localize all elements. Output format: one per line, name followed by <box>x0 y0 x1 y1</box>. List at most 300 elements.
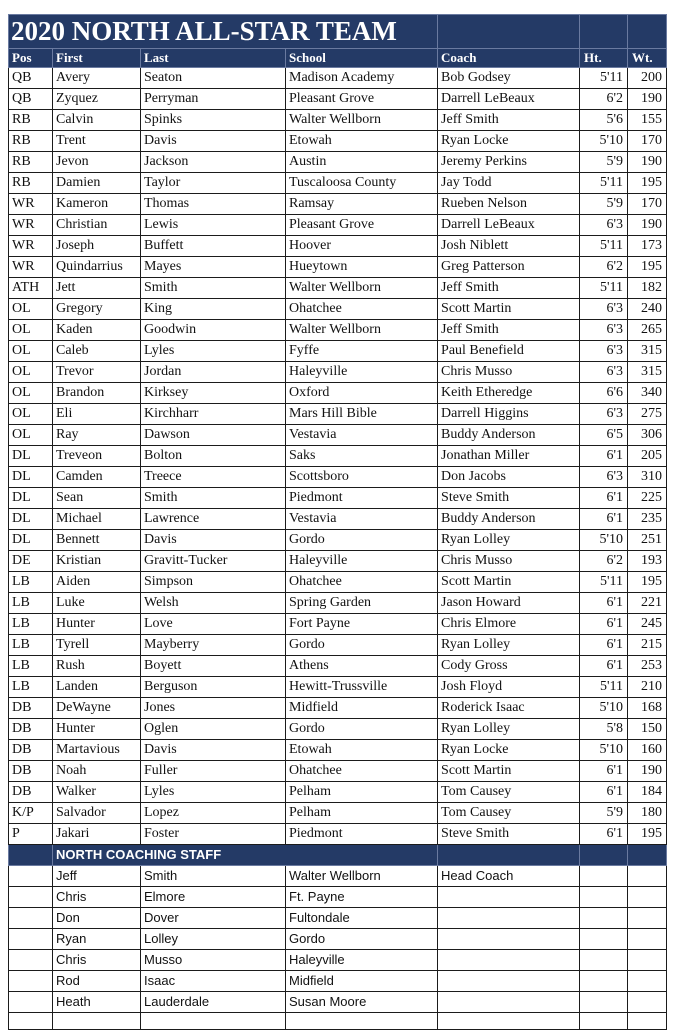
player-coach-cell: Roderick Isaac <box>438 698 580 719</box>
player-first-cell: Noah <box>53 761 141 782</box>
player-pos-cell: WR <box>9 215 53 236</box>
player-weight-cell: 168 <box>628 698 667 719</box>
player-school-cell: Pelham <box>286 803 438 824</box>
player-coach-cell: Paul Benefield <box>438 341 580 362</box>
player-first-cell: Zyquez <box>53 89 141 110</box>
player-last-cell: Gravitt-Tucker <box>141 551 286 572</box>
player-row <box>9 530 667 551</box>
header-weight: Wt. <box>628 49 667 68</box>
player-first-cell: Camden <box>53 467 141 488</box>
player-school-cell: Fort Payne <box>286 614 438 635</box>
player-weight-cell: 195 <box>628 572 667 593</box>
player-pos-cell: QB <box>9 68 53 89</box>
player-last-cell: Dawson <box>141 425 286 446</box>
player-weight-cell: 251 <box>628 530 667 551</box>
staff-school-cell: Walter Wellborn <box>286 866 438 887</box>
player-row <box>9 740 667 761</box>
player-height-cell: 6'2 <box>580 551 628 572</box>
player-height-cell: 6'5 <box>580 425 628 446</box>
player-last-cell: Taylor <box>141 173 286 194</box>
player-height-cell: 6'1 <box>580 635 628 656</box>
player-row <box>9 257 667 278</box>
player-last-cell: Oglen <box>141 719 286 740</box>
player-last-cell: Buffett <box>141 236 286 257</box>
header-first: First <box>53 49 141 68</box>
player-row <box>9 782 667 803</box>
player-first-cell: Calvin <box>53 110 141 131</box>
empty-cell <box>141 1013 286 1030</box>
staff-last-cell: Lauderdale <box>141 992 286 1013</box>
player-coach-cell: Steve Smith <box>438 824 580 845</box>
staff-school-cell: Ft. Payne <box>286 887 438 908</box>
player-row <box>9 824 667 845</box>
player-row <box>9 656 667 677</box>
player-last-cell: Davis <box>141 530 286 551</box>
staff-row <box>9 992 667 1013</box>
player-school-cell: Ohatchee <box>286 761 438 782</box>
staff-empty-cell <box>580 866 628 887</box>
player-coach-cell: Bob Godsey <box>438 68 580 89</box>
player-last-cell: Seaton <box>141 68 286 89</box>
staff-row <box>9 908 667 929</box>
player-school-cell: Pelham <box>286 782 438 803</box>
staff-empty-cell <box>628 950 667 971</box>
player-pos-cell: LB <box>9 593 53 614</box>
staff-empty-cell <box>628 971 667 992</box>
player-height-cell: 6'3 <box>580 341 628 362</box>
player-last-cell: Lopez <box>141 803 286 824</box>
empty-cell <box>286 1013 438 1030</box>
player-row <box>9 803 667 824</box>
staff-empty-cell <box>628 929 667 950</box>
player-pos-cell: DB <box>9 761 53 782</box>
player-last-cell: Boyett <box>141 656 286 677</box>
player-height-cell: 5'9 <box>580 152 628 173</box>
player-pos-cell: RB <box>9 173 53 194</box>
player-height-cell: 6'1 <box>580 761 628 782</box>
player-row <box>9 341 667 362</box>
player-school-cell: Madison Academy <box>286 68 438 89</box>
player-coach-cell: Scott Martin <box>438 761 580 782</box>
staff-header-filler-cell <box>438 845 580 866</box>
player-last-cell: Smith <box>141 488 286 509</box>
player-first-cell: Landen <box>53 677 141 698</box>
player-pos-cell: LB <box>9 614 53 635</box>
player-coach-cell: Jeff Smith <box>438 320 580 341</box>
staff-empty-cell <box>628 992 667 1013</box>
player-first-cell: Christian <box>53 215 141 236</box>
player-row <box>9 173 667 194</box>
staff-role-cell <box>438 887 580 908</box>
staff-empty-cell <box>580 950 628 971</box>
empty-cell <box>580 1013 628 1030</box>
player-coach-cell: Ryan Lolley <box>438 530 580 551</box>
staff-empty-cell <box>9 992 53 1013</box>
player-coach-cell: Chris Musso <box>438 362 580 383</box>
player-pos-cell: DB <box>9 782 53 803</box>
header-coach: Coach <box>438 49 580 68</box>
player-first-cell: Treveon <box>53 446 141 467</box>
empty-cell <box>9 1013 53 1030</box>
staff-school-cell: Haleyville <box>286 950 438 971</box>
player-height-cell: 5'6 <box>580 110 628 131</box>
player-school-cell: Oxford <box>286 383 438 404</box>
player-pos-cell: OL <box>9 299 53 320</box>
player-school-cell: Piedmont <box>286 824 438 845</box>
player-school-cell: Gordo <box>286 719 438 740</box>
player-school-cell: Vestavia <box>286 509 438 530</box>
player-coach-cell: Jason Howard <box>438 593 580 614</box>
player-pos-cell: RB <box>9 152 53 173</box>
staff-row <box>9 971 667 992</box>
player-school-cell: Gordo <box>286 635 438 656</box>
staff-first-cell: Don <box>53 908 141 929</box>
player-weight-cell: 155 <box>628 110 667 131</box>
player-last-cell: Treece <box>141 467 286 488</box>
player-height-cell: 5'10 <box>580 698 628 719</box>
player-height-cell: 5'11 <box>580 173 628 194</box>
staff-role-cell <box>438 992 580 1013</box>
player-row <box>9 89 667 110</box>
player-school-cell: Piedmont <box>286 488 438 509</box>
player-pos-cell: DB <box>9 698 53 719</box>
staff-last-cell: Elmore <box>141 887 286 908</box>
player-height-cell: 5'10 <box>580 131 628 152</box>
player-weight-cell: 160 <box>628 740 667 761</box>
player-school-cell: Ohatchee <box>286 299 438 320</box>
player-pos-cell: OL <box>9 383 53 404</box>
player-first-cell: Trevor <box>53 362 141 383</box>
player-weight-cell: 195 <box>628 257 667 278</box>
sheet-title: 2020 NORTH ALL-STAR TEAM <box>9 15 438 49</box>
staff-first-cell: Heath <box>53 992 141 1013</box>
player-first-cell: Kristian <box>53 551 141 572</box>
player-first-cell: Hunter <box>53 719 141 740</box>
player-first-cell: Walker <box>53 782 141 803</box>
player-height-cell: 6'2 <box>580 257 628 278</box>
player-school-cell: Gordo <box>286 530 438 551</box>
player-last-cell: Simpson <box>141 572 286 593</box>
player-coach-cell: Rueben Nelson <box>438 194 580 215</box>
player-pos-cell: DE <box>9 551 53 572</box>
player-school-cell: Walter Wellborn <box>286 320 438 341</box>
player-coach-cell: Darrell LeBeaux <box>438 89 580 110</box>
staff-empty-cell <box>9 971 53 992</box>
staff-role-cell: Head Coach <box>438 866 580 887</box>
player-height-cell: 6'6 <box>580 383 628 404</box>
player-coach-cell: Ryan Locke <box>438 131 580 152</box>
title-filler-cell <box>438 15 580 49</box>
roster-body <box>9 15 667 1030</box>
player-first-cell: Bennett <box>53 530 141 551</box>
player-row <box>9 635 667 656</box>
player-school-cell: Austin <box>286 152 438 173</box>
player-school-cell: Saks <box>286 446 438 467</box>
coaching-staff-header-row <box>9 845 667 866</box>
staff-empty-cell <box>580 887 628 908</box>
player-weight-cell: 193 <box>628 551 667 572</box>
player-school-cell: Scottsboro <box>286 467 438 488</box>
player-height-cell: 6'3 <box>580 320 628 341</box>
player-first-cell: Ray <box>53 425 141 446</box>
player-row <box>9 593 667 614</box>
player-first-cell: Hunter <box>53 614 141 635</box>
player-first-cell: Aiden <box>53 572 141 593</box>
player-row <box>9 551 667 572</box>
player-weight-cell: 184 <box>628 782 667 803</box>
player-first-cell: Salvador <box>53 803 141 824</box>
player-weight-cell: 340 <box>628 383 667 404</box>
player-weight-cell: 205 <box>628 446 667 467</box>
player-pos-cell: DL <box>9 467 53 488</box>
player-weight-cell: 173 <box>628 236 667 257</box>
player-weight-cell: 215 <box>628 635 667 656</box>
player-first-cell: Trent <box>53 131 141 152</box>
player-school-cell: Hueytown <box>286 257 438 278</box>
staff-empty-cell <box>628 908 667 929</box>
header-school: School <box>286 49 438 68</box>
player-coach-cell: Tom Causey <box>438 803 580 824</box>
player-pos-cell: QB <box>9 89 53 110</box>
header-last: Last <box>141 49 286 68</box>
staff-role-cell <box>438 908 580 929</box>
player-first-cell: Martavious <box>53 740 141 761</box>
player-row <box>9 299 667 320</box>
header-height: Ht. <box>580 49 628 68</box>
staff-empty-cell <box>628 887 667 908</box>
player-pos-cell: RB <box>9 110 53 131</box>
staff-last-cell: Musso <box>141 950 286 971</box>
player-last-cell: Kirksey <box>141 383 286 404</box>
player-row <box>9 110 667 131</box>
player-weight-cell: 306 <box>628 425 667 446</box>
staff-empty-cell <box>628 866 667 887</box>
player-last-cell: Fuller <box>141 761 286 782</box>
player-last-cell: Mayes <box>141 257 286 278</box>
player-first-cell: DeWayne <box>53 698 141 719</box>
player-height-cell: 6'3 <box>580 362 628 383</box>
player-first-cell: Brandon <box>53 383 141 404</box>
staff-row <box>9 887 667 908</box>
player-weight-cell: 170 <box>628 194 667 215</box>
staff-role-cell <box>438 971 580 992</box>
player-coach-cell: Chris Musso <box>438 551 580 572</box>
player-last-cell: Spinks <box>141 110 286 131</box>
player-pos-cell: ATH <box>9 278 53 299</box>
player-coach-cell: Scott Martin <box>438 299 580 320</box>
player-last-cell: Goodwin <box>141 320 286 341</box>
player-weight-cell: 150 <box>628 719 667 740</box>
player-height-cell: 5'11 <box>580 68 628 89</box>
player-school-cell: Etowah <box>286 131 438 152</box>
player-school-cell: Midfield <box>286 698 438 719</box>
player-first-cell: Jevon <box>53 152 141 173</box>
player-height-cell: 6'1 <box>580 614 628 635</box>
player-first-cell: Damien <box>53 173 141 194</box>
player-height-cell: 6'1 <box>580 488 628 509</box>
player-row <box>9 467 667 488</box>
staff-empty-cell <box>580 992 628 1013</box>
player-first-cell: Quindarrius <box>53 257 141 278</box>
player-height-cell: 5'11 <box>580 572 628 593</box>
player-last-cell: Davis <box>141 740 286 761</box>
player-height-cell: 6'1 <box>580 593 628 614</box>
player-pos-cell: DB <box>9 719 53 740</box>
player-height-cell: 5'10 <box>580 530 628 551</box>
player-weight-cell: 225 <box>628 488 667 509</box>
player-row <box>9 152 667 173</box>
staff-empty-cell <box>580 929 628 950</box>
title-filler-cell <box>580 15 628 49</box>
player-school-cell: Hewitt-Trussville <box>286 677 438 698</box>
staff-empty-cell <box>9 866 53 887</box>
player-pos-cell: K/P <box>9 803 53 824</box>
player-pos-cell: WR <box>9 257 53 278</box>
player-school-cell: Hoover <box>286 236 438 257</box>
player-last-cell: Lawrence <box>141 509 286 530</box>
coaching-staff-title: NORTH COACHING STAFF <box>53 845 438 866</box>
player-first-cell: Avery <box>53 68 141 89</box>
player-height-cell: 5'9 <box>580 194 628 215</box>
player-row <box>9 215 667 236</box>
player-pos-cell: DL <box>9 509 53 530</box>
player-last-cell: Lyles <box>141 341 286 362</box>
staff-header-filler-cell <box>580 845 628 866</box>
player-row <box>9 320 667 341</box>
player-first-cell: Kameron <box>53 194 141 215</box>
staff-header-filler-cell <box>628 845 667 866</box>
player-weight-cell: 253 <box>628 656 667 677</box>
player-weight-cell: 235 <box>628 509 667 530</box>
player-pos-cell: RB <box>9 131 53 152</box>
player-last-cell: Kirchharr <box>141 404 286 425</box>
player-school-cell: Pleasant Grove <box>286 89 438 110</box>
player-coach-cell: Jay Todd <box>438 173 580 194</box>
staff-row <box>9 866 667 887</box>
player-last-cell: Jackson <box>141 152 286 173</box>
player-first-cell: Luke <box>53 593 141 614</box>
player-last-cell: Jones <box>141 698 286 719</box>
player-coach-cell: Jeff Smith <box>438 278 580 299</box>
player-last-cell: Jordan <box>141 362 286 383</box>
staff-school-cell: Susan Moore <box>286 992 438 1013</box>
player-weight-cell: 190 <box>628 152 667 173</box>
player-row <box>9 614 667 635</box>
player-last-cell: Lewis <box>141 215 286 236</box>
player-weight-cell: 265 <box>628 320 667 341</box>
player-height-cell: 5'10 <box>580 740 628 761</box>
player-pos-cell: OL <box>9 341 53 362</box>
player-weight-cell: 180 <box>628 803 667 824</box>
player-last-cell: Bolton <box>141 446 286 467</box>
player-coach-cell: Steve Smith <box>438 488 580 509</box>
player-height-cell: 6'1 <box>580 824 628 845</box>
player-weight-cell: 190 <box>628 761 667 782</box>
player-last-cell: Love <box>141 614 286 635</box>
player-weight-cell: 245 <box>628 614 667 635</box>
player-weight-cell: 195 <box>628 173 667 194</box>
player-first-cell: Jett <box>53 278 141 299</box>
player-weight-cell: 182 <box>628 278 667 299</box>
player-last-cell: Berguson <box>141 677 286 698</box>
player-weight-cell: 315 <box>628 362 667 383</box>
player-first-cell: Rush <box>53 656 141 677</box>
staff-header-filler-cell <box>9 845 53 866</box>
player-height-cell: 6'3 <box>580 467 628 488</box>
player-pos-cell: LB <box>9 635 53 656</box>
staff-role-cell <box>438 950 580 971</box>
player-weight-cell: 310 <box>628 467 667 488</box>
player-pos-cell: OL <box>9 320 53 341</box>
player-pos-cell: LB <box>9 572 53 593</box>
staff-empty-cell <box>9 929 53 950</box>
player-coach-cell: Scott Martin <box>438 572 580 593</box>
player-last-cell: Foster <box>141 824 286 845</box>
player-row <box>9 236 667 257</box>
player-weight-cell: 190 <box>628 215 667 236</box>
player-pos-cell: WR <box>9 236 53 257</box>
player-row <box>9 194 667 215</box>
player-first-cell: Jakari <box>53 824 141 845</box>
player-school-cell: Haleyville <box>286 551 438 572</box>
player-last-cell: Smith <box>141 278 286 299</box>
staff-last-cell: Dover <box>141 908 286 929</box>
staff-empty-cell <box>580 908 628 929</box>
player-coach-cell: Tom Causey <box>438 782 580 803</box>
player-coach-cell: Josh Floyd <box>438 677 580 698</box>
player-height-cell: 5'8 <box>580 719 628 740</box>
player-coach-cell: Chris Elmore <box>438 614 580 635</box>
player-row <box>9 131 667 152</box>
player-coach-cell: Ryan Locke <box>438 740 580 761</box>
player-height-cell: 6'1 <box>580 656 628 677</box>
player-pos-cell: OL <box>9 362 53 383</box>
player-coach-cell: Ryan Lolley <box>438 635 580 656</box>
player-first-cell: Gregory <box>53 299 141 320</box>
player-school-cell: Etowah <box>286 740 438 761</box>
player-row <box>9 68 667 89</box>
player-pos-cell: OL <box>9 425 53 446</box>
staff-last-cell: Lolley <box>141 929 286 950</box>
player-school-cell: Mars Hill Bible <box>286 404 438 425</box>
player-coach-cell: Jeremy Perkins <box>438 152 580 173</box>
player-weight-cell: 315 <box>628 341 667 362</box>
player-weight-cell: 275 <box>628 404 667 425</box>
player-height-cell: 6'1 <box>580 446 628 467</box>
player-first-cell: Caleb <box>53 341 141 362</box>
player-coach-cell: Josh Niblett <box>438 236 580 257</box>
staff-first-cell: Jeff <box>53 866 141 887</box>
staff-school-cell: Midfield <box>286 971 438 992</box>
player-pos-cell: DB <box>9 740 53 761</box>
player-school-cell: Spring Garden <box>286 593 438 614</box>
all-star-roster-table <box>8 14 667 1030</box>
player-height-cell: 5'9 <box>580 803 628 824</box>
player-row <box>9 446 667 467</box>
player-last-cell: King <box>141 299 286 320</box>
player-row <box>9 572 667 593</box>
player-pos-cell: LB <box>9 677 53 698</box>
empty-cell <box>53 1013 141 1030</box>
staff-last-cell: Smith <box>141 866 286 887</box>
player-row <box>9 698 667 719</box>
staff-school-cell: Fultondale <box>286 908 438 929</box>
player-row <box>9 362 667 383</box>
staff-row <box>9 950 667 971</box>
player-coach-cell: Buddy Anderson <box>438 425 580 446</box>
staff-empty-cell <box>9 950 53 971</box>
player-height-cell: 5'11 <box>580 236 628 257</box>
